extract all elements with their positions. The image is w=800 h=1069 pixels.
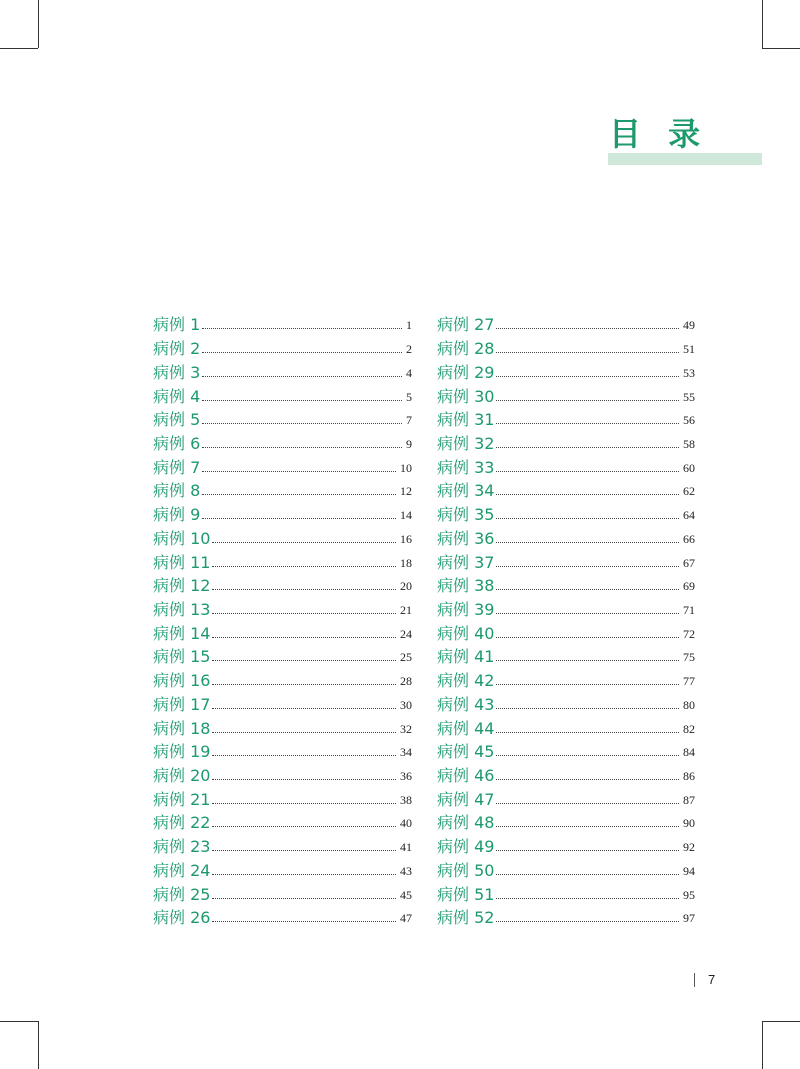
toc-entry [437,503,695,527]
toc-entry-label: 病例 51 [437,884,495,904]
toc-entry [153,598,412,622]
toc-entry-page-number: 34 [400,745,412,760]
toc-entry-page-number: 40 [400,816,412,831]
crop-mark-top-right-horizontal [762,48,800,49]
toc-entry-page-number: 53 [683,365,695,380]
toc-entry-label: 病例 10 [153,528,211,548]
toc-entry-label: 病例 34 [437,481,495,501]
toc-entry [153,550,412,574]
toc-entry-label: 病例 8 [153,481,201,501]
toc-leader-dots [212,660,396,661]
toc-leader-dots [496,423,679,424]
toc-entry-label: 病例 38 [437,576,495,596]
toc-leader-dots [496,589,679,590]
toc-entry-label: 病例 36 [437,528,495,548]
toc-entry-label: 病例 21 [153,789,211,809]
toc-leader-dots [496,874,679,875]
toc-entry [153,811,412,835]
toc-entry [437,455,695,479]
toc-entry-page-number: 14 [400,508,412,523]
toc-entry-label: 病例 42 [437,671,495,691]
toc-leader-dots [496,328,679,329]
toc-entry-page-number: 16 [400,531,412,546]
toc-leader-dots [496,376,679,377]
toc-entry [153,859,412,883]
toc-leader-dots [496,637,679,638]
toc-entry-label: 病例 4 [153,386,201,406]
toc-entry-label: 病例 27 [437,315,495,335]
toc-entry-label: 病例 45 [437,742,495,762]
toc-entry [437,574,695,598]
toc-leader-dots [496,684,679,685]
toc-leader-dots [496,566,679,567]
toc-entry-page-number: 30 [400,697,412,712]
toc-entry-page-number: 41 [400,840,412,855]
toc-entry-label: 病例 47 [437,789,495,809]
toc-entry-label: 病例 1 [153,315,201,335]
toc-entry [437,598,695,622]
toc-entry-label: 病例 43 [437,694,495,714]
toc-leader-dots [496,755,679,756]
toc-entry-page-number: 7 [406,413,412,428]
toc-leader-dots [202,447,402,448]
toc-leader-dots [202,328,402,329]
toc-leader-dots [496,494,679,495]
toc-leader-dots [212,589,396,590]
toc-entry-label: 病例 7 [153,457,201,477]
toc-entry [153,787,412,811]
toc-entry-label: 病例 44 [437,718,495,738]
toc-leader-dots [496,447,679,448]
toc-entry-label: 病例 26 [153,908,211,928]
toc-entry-label: 病例 29 [437,362,495,382]
toc-leader-dots [212,542,396,543]
toc-entry-page-number: 18 [400,555,412,570]
toc-leader-dots [496,518,679,519]
toc-leader-dots [212,684,396,685]
toc-entry [153,455,412,479]
toc-entry-label: 病例 9 [153,505,201,525]
crop-mark-bottom-left-vertical [38,1021,39,1069]
toc-entry-page-number: 64 [683,508,695,523]
toc-entry-label: 病例 49 [437,837,495,857]
toc-leader-dots [212,755,396,756]
toc-leader-dots [212,779,396,780]
toc-leader-dots [202,352,402,353]
toc-entry-page-number: 82 [683,721,695,736]
toc-entry [437,360,695,384]
toc-entry-page-number: 86 [683,769,695,784]
toc-entry [153,882,412,906]
toc-leader-dots [496,921,679,922]
toc-entry-page-number: 36 [400,769,412,784]
toc-entry-page-number: 4 [406,365,412,380]
toc-leader-dots [202,518,396,519]
toc-leader-dots [496,898,679,899]
toc-entry-page-number: 77 [683,674,695,689]
toc-entry [437,645,695,669]
toc-entry [153,740,412,764]
toc-entry-label: 病例 30 [437,386,495,406]
footer-separator [694,973,695,987]
toc-entry [153,693,412,717]
toc-entry-page-number: 12 [400,484,412,499]
toc-entry [153,716,412,740]
toc-entry-page-number: 2 [406,342,412,357]
toc-entry [437,882,695,906]
crop-mark-top-right-vertical [762,0,763,48]
toc-entry-page-number: 75 [683,650,695,665]
toc-leader-dots [496,471,679,472]
toc-leader-dots [212,850,396,851]
toc-entry-page-number: 87 [683,792,695,807]
toc-leader-dots [202,494,396,495]
toc-entry [437,787,695,811]
toc-entry [437,408,695,432]
toc-entry-label: 病例 33 [437,457,495,477]
toc-entry [437,337,695,361]
toc-entry-label: 病例 23 [153,837,211,857]
toc-entry-page-number: 51 [683,342,695,357]
toc-column-left [153,313,412,930]
toc-entry [437,432,695,456]
toc-entry-page-number: 43 [400,863,412,878]
toc-leader-dots [496,400,679,401]
toc-entry-label: 病例 2 [153,339,201,359]
toc-entry [437,313,695,337]
toc-entry [437,479,695,503]
toc-entry [153,384,412,408]
toc-entry-label: 病例 28 [437,339,495,359]
toc-entry-label: 病例 35 [437,505,495,525]
toc-leader-dots [496,732,679,733]
toc-leader-dots [496,542,679,543]
toc-entry [153,360,412,384]
toc-column-right [437,313,695,930]
toc-leader-dots [496,708,679,709]
toc-entry-page-number: 32 [400,721,412,736]
toc-entry-page-number: 5 [406,389,412,404]
toc-entry-label: 病例 50 [437,860,495,880]
toc-leader-dots [202,471,396,472]
toc-leader-dots [496,352,679,353]
toc-entry [153,337,412,361]
toc-entry [153,408,412,432]
toc-entry-label: 病例 6 [153,433,201,453]
toc-entry [153,645,412,669]
toc-entry [437,835,695,859]
toc-leader-dots [212,637,396,638]
crop-mark-bottom-right-horizontal [762,1021,800,1022]
toc-entry-label: 病例 41 [437,647,495,667]
toc-entry [437,716,695,740]
toc-entry-page-number: 94 [683,863,695,878]
toc-entry-page-number: 1 [406,318,412,333]
toc-entry-page-number: 67 [683,555,695,570]
toc-leader-dots [212,708,396,709]
toc-entry-label: 病例 32 [437,433,495,453]
toc-leader-dots [496,850,679,851]
crop-mark-top-left-horizontal [0,48,38,49]
toc-entry [153,835,412,859]
toc-entry-page-number: 49 [683,318,695,333]
toc-entry-label: 病例 37 [437,552,495,572]
toc-entry-label: 病例 17 [153,694,211,714]
toc-entry-label: 病例 25 [153,884,211,904]
toc-entry-page-number: 84 [683,745,695,760]
toc-entry-page-number: 55 [683,389,695,404]
toc-leader-dots [496,826,679,827]
toc-entry-page-number: 60 [683,460,695,475]
toc-entry [437,764,695,788]
toc-entry-label: 病例 12 [153,576,211,596]
toc-entry-label: 病例 20 [153,766,211,786]
toc-entry-label: 病例 13 [153,599,211,619]
toc-entry-page-number: 20 [400,579,412,594]
toc-entry-label: 病例 15 [153,647,211,667]
toc-entry [437,526,695,550]
toc-entry-page-number: 80 [683,697,695,712]
toc-entry-page-number: 21 [400,602,412,617]
toc-entry [153,503,412,527]
toc-entry [437,384,695,408]
toc-leader-dots [496,803,679,804]
toc-leader-dots [496,660,679,661]
toc-entry [437,740,695,764]
toc-leader-dots [212,921,396,922]
toc-entry-page-number: 58 [683,436,695,451]
toc-entry-page-number: 9 [406,436,412,451]
toc-entry-page-number: 38 [400,792,412,807]
toc-entry [153,479,412,503]
toc-entry [437,811,695,835]
toc-entry-label: 病例 48 [437,813,495,833]
toc-entry [437,621,695,645]
toc-entry-page-number: 92 [683,840,695,855]
toc-entry-page-number: 24 [400,626,412,641]
toc-entry-page-number: 66 [683,531,695,546]
toc-entry [437,906,695,930]
toc-entry-label: 病例 31 [437,410,495,430]
toc-entry [153,526,412,550]
toc-entry-page-number: 95 [683,887,695,902]
crop-mark-bottom-left-horizontal [0,1021,38,1022]
toc-entry-label: 病例 14 [153,623,211,643]
toc-entry-label: 病例 46 [437,766,495,786]
toc-leader-dots [202,400,402,401]
toc-entry [153,432,412,456]
title-underline-bar [608,153,762,165]
toc-entry-label: 病例 40 [437,623,495,643]
toc-entry-page-number: 25 [400,650,412,665]
toc-leader-dots [212,874,396,875]
toc-entry-label: 病例 52 [437,908,495,928]
toc-entry-page-number: 72 [683,626,695,641]
toc-leader-dots [496,613,679,614]
toc-entry-page-number: 47 [400,911,412,926]
toc-entry [437,693,695,717]
toc-leader-dots [496,779,679,780]
toc-leader-dots [212,732,396,733]
toc-entry-label: 病例 3 [153,362,201,382]
toc-entry-label: 病例 19 [153,742,211,762]
toc-entry-label: 病例 18 [153,718,211,738]
toc-entry-label: 病例 39 [437,599,495,619]
footer-page-number: 7 [708,972,716,987]
toc-entry [153,574,412,598]
toc-entry-label: 病例 22 [153,813,211,833]
toc-entry-page-number: 90 [683,816,695,831]
toc-leader-dots [202,376,402,377]
page-title: 目 录 [609,115,709,153]
toc-entry [437,550,695,574]
toc-entry-page-number: 45 [400,887,412,902]
crop-mark-bottom-right-vertical [762,1021,763,1069]
toc-leader-dots [212,898,396,899]
toc-entry [437,859,695,883]
toc-entry-page-number: 28 [400,674,412,689]
toc-entry-page-number: 69 [683,579,695,594]
toc-entry [153,669,412,693]
toc-entry-page-number: 71 [683,602,695,617]
toc-entry-label: 病例 5 [153,410,201,430]
toc-leader-dots [202,423,402,424]
toc-entry [153,906,412,930]
toc-entry-label: 病例 16 [153,671,211,691]
toc-entry-page-number: 56 [683,413,695,428]
toc-leader-dots [212,826,396,827]
toc-entry-page-number: 97 [683,911,695,926]
toc-entry [153,764,412,788]
toc-leader-dots [212,566,396,567]
toc-leader-dots [212,613,396,614]
toc-entry [153,313,412,337]
toc-leader-dots [212,803,396,804]
toc-entry [437,669,695,693]
toc-entry-label: 病例 11 [153,552,211,572]
crop-mark-top-left-vertical [38,0,39,48]
toc-entry-page-number: 62 [683,484,695,499]
toc-entry-page-number: 10 [400,460,412,475]
toc-entry-label: 病例 24 [153,860,211,880]
toc-entry [153,621,412,645]
